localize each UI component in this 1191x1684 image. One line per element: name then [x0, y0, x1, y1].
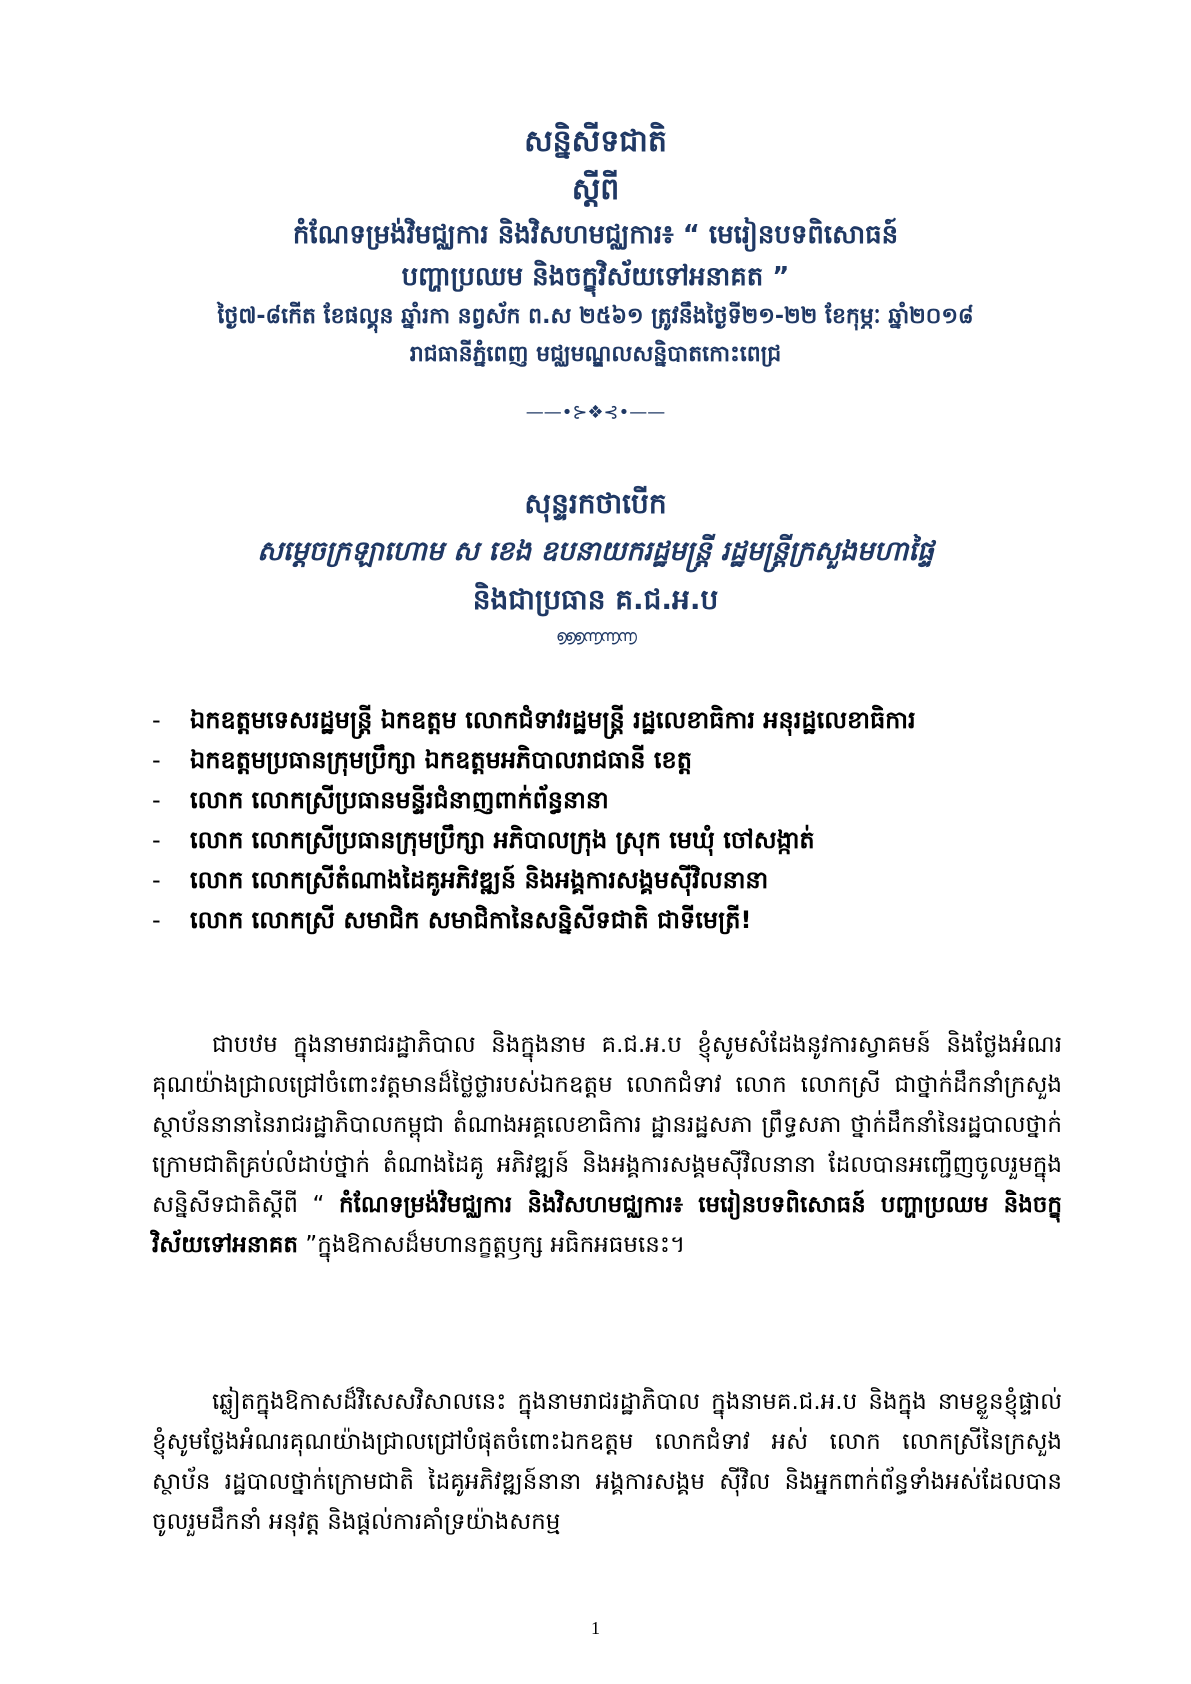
topic-line-2: បញ្ហាប្រឈម និងចក្ខុវិស័យទៅអនាគត ”: [401, 262, 790, 292]
list-item: - លោក លោកស្រី សមាជិក សមាជិកានៃសន្និសីទជាតិ ជាទីមេត្រី!: [152, 906, 752, 934]
date-line: ថ្ងៃ៧-៨កើត ខែផល្គុន ឆ្នាំរកា នព្វស័ក ព.ស ២៥៦១ ត្រូវនឹងថ្ងៃទី២១-២២ ខែកុម្ភៈ ឆ្នាំ២០១៨: [217, 304, 974, 329]
speaker-line-2: និងជាប្រធាន គ.ជ.អ.ប: [472, 583, 719, 616]
body-paragraph-2: ឆ្លៀតក្នុងឱកាសដ៏វិសេសវិសាលនេះ ក្នុងនាមរាជរដ្ឋាភិបាល ក្នុងនាមគ.ជ.អ.ប និងក្នុង នាមខ្លួនខ្ញុំផ្ទាល់ ខ្ញុំសូមថ្លែងអំណរគុណយ៉ាងជ្រាលជ្រៅបំផុតចំពោះឯកឧត្តម លោកជំទាវ អស់ លោក លោកស្រីនៃក្រសួង ស្ថាប័ន រដ្ឋបាលថ្នាក់ក្រោមជាតិ ដៃគូអភិវឌ្ឍន៍នានា អង្គការសង្គម ស៊ីវិល និងអ្នកពាក់ព័ន្ធទាំងអស់ដែលបានចូលរួមដឹកនាំ អនុវត្ត និងផ្តល់ការគាំទ្រយ៉ាងសកម្ម: [152, 1389, 1062, 1535]
list-item: - លោក លោកស្រីប្រធានមន្ទីរជំនាញពាក់ព័ន្ធនានា: [152, 786, 609, 814]
list-item: - លោក លោកស្រីប្រធានក្រុមប្រឹក្សា អភិបាលក្រុង ស្រុក មេឃុំ ចៅសង្កាត់: [152, 826, 815, 854]
conference-topic-bold: កំណែទម្រង់វិមជ្ឈការ និងវិសហមជ្ឈការ៖ មេរៀនបទពិសោធន៍ បញ្ហាប្រឈម និងចក្ខុវិស័យទៅអនាគត: [152, 1192, 1062, 1258]
list-item: - ឯកឧត្តមប្រធានក្រុមប្រឹក្សា ឯកឧត្តមអភិបាលរាជធានី ខេត្ត: [152, 746, 692, 774]
addressee-list: [152, 700, 1062, 940]
venue-line: រាជធានីភ្នំពេញ មជ្ឈមណ្ឌលសន្និបាតកោះពេជ្រ: [409, 342, 782, 367]
ornament-divider-icon: ——•⊱❖⊰•——: [525, 402, 666, 423]
page-number: 1: [591, 1618, 600, 1638]
conference-header: [150, 118, 1041, 374]
body-paragraph-1: ជាបឋម ក្នុងនាមរាជរដ្ឋាភិបាល និងក្នុងនាម គ.ជ.អ.ប ខ្ញុំសូមសំដែងនូវការស្វាគមន៍ និងថ្លែងអំណរគុណយ៉ាងជ្រាលជ្រៅចំពោះវត្តមានដ៏ថ្លៃថ្លារបស់ឯកឧត្តម លោកជំទាវ លោក លោកស្រី ជាថ្នាក់ដឹកនាំក្រសួង ស្ថាប័ននានានៃរាជរដ្ឋាភិបាលកម្ពុជា តំណាងអគ្គលេខាធិការ ដ្ឋានរដ្ឋសភា ព្រឹទ្ធសភា ថ្នាក់ដឹកនាំនៃរដ្ឋបាលថ្នាក់ក្រោមជាតិគ្រប់លំដាប់ថ្នាក់ តំណាងដៃគូ អភិវឌ្ឍន៍ និងអង្គការសង្គមស៊ីវិលនានា ដែលបានអញ្ជើញចូលរួមក្នុងសន្និសីទជាតិស្តីពី “ កំណែទម្រង់វិមជ្ឈការ និងវិសហមជ្ឈការ៖ មេរៀនបទពិសោធន៍ បញ្ហាប្រឈម និងចក្ខុវិស័យទៅអនាគត ”ក្នុងឱកាសដ៏មហានក្ខត្តឫក្ស អធិកអធមនេះ។: [152, 1032, 1062, 1258]
topic-line-1: កំណែទម្រង់វិមជ្ឈការ និងវិសហមជ្ឈការ៖ “ មេរៀនបទពិសោធន៍: [292, 220, 899, 250]
speaker-line-1: សម្តេចក្រឡាហោម ស ខេង ឧបនាយករដ្ឋមន្ត្រី រដ្ឋមន្ត្រីក្រសួងមហាផ្ទៃ: [257, 536, 934, 567]
ornament-flourish-icon: ൭൭൭൬൬൬: [556, 626, 635, 645]
list-item: - លោក លោកស្រីតំណាងដៃគូអភិវឌ្ឍន៍ និងអង្គការសង្គមស៊ីវិលនានា: [152, 866, 769, 894]
speech-header: [130, 480, 1061, 624]
speech-title: សុន្ទរកថាបើក: [524, 487, 667, 520]
conference-title: សន្និសីទជាតិ: [524, 124, 667, 159]
conference-subtitle: ស្តីពី: [571, 172, 620, 207]
list-item: - ឯកឧត្តមទេសរដ្ឋមន្ត្រី ឯកឧត្តម លោកជំទាវរដ្ឋមន្ត្រី រដ្ឋលេខាធិការ អនុរដ្ឋលេខាធិការ: [152, 706, 916, 734]
